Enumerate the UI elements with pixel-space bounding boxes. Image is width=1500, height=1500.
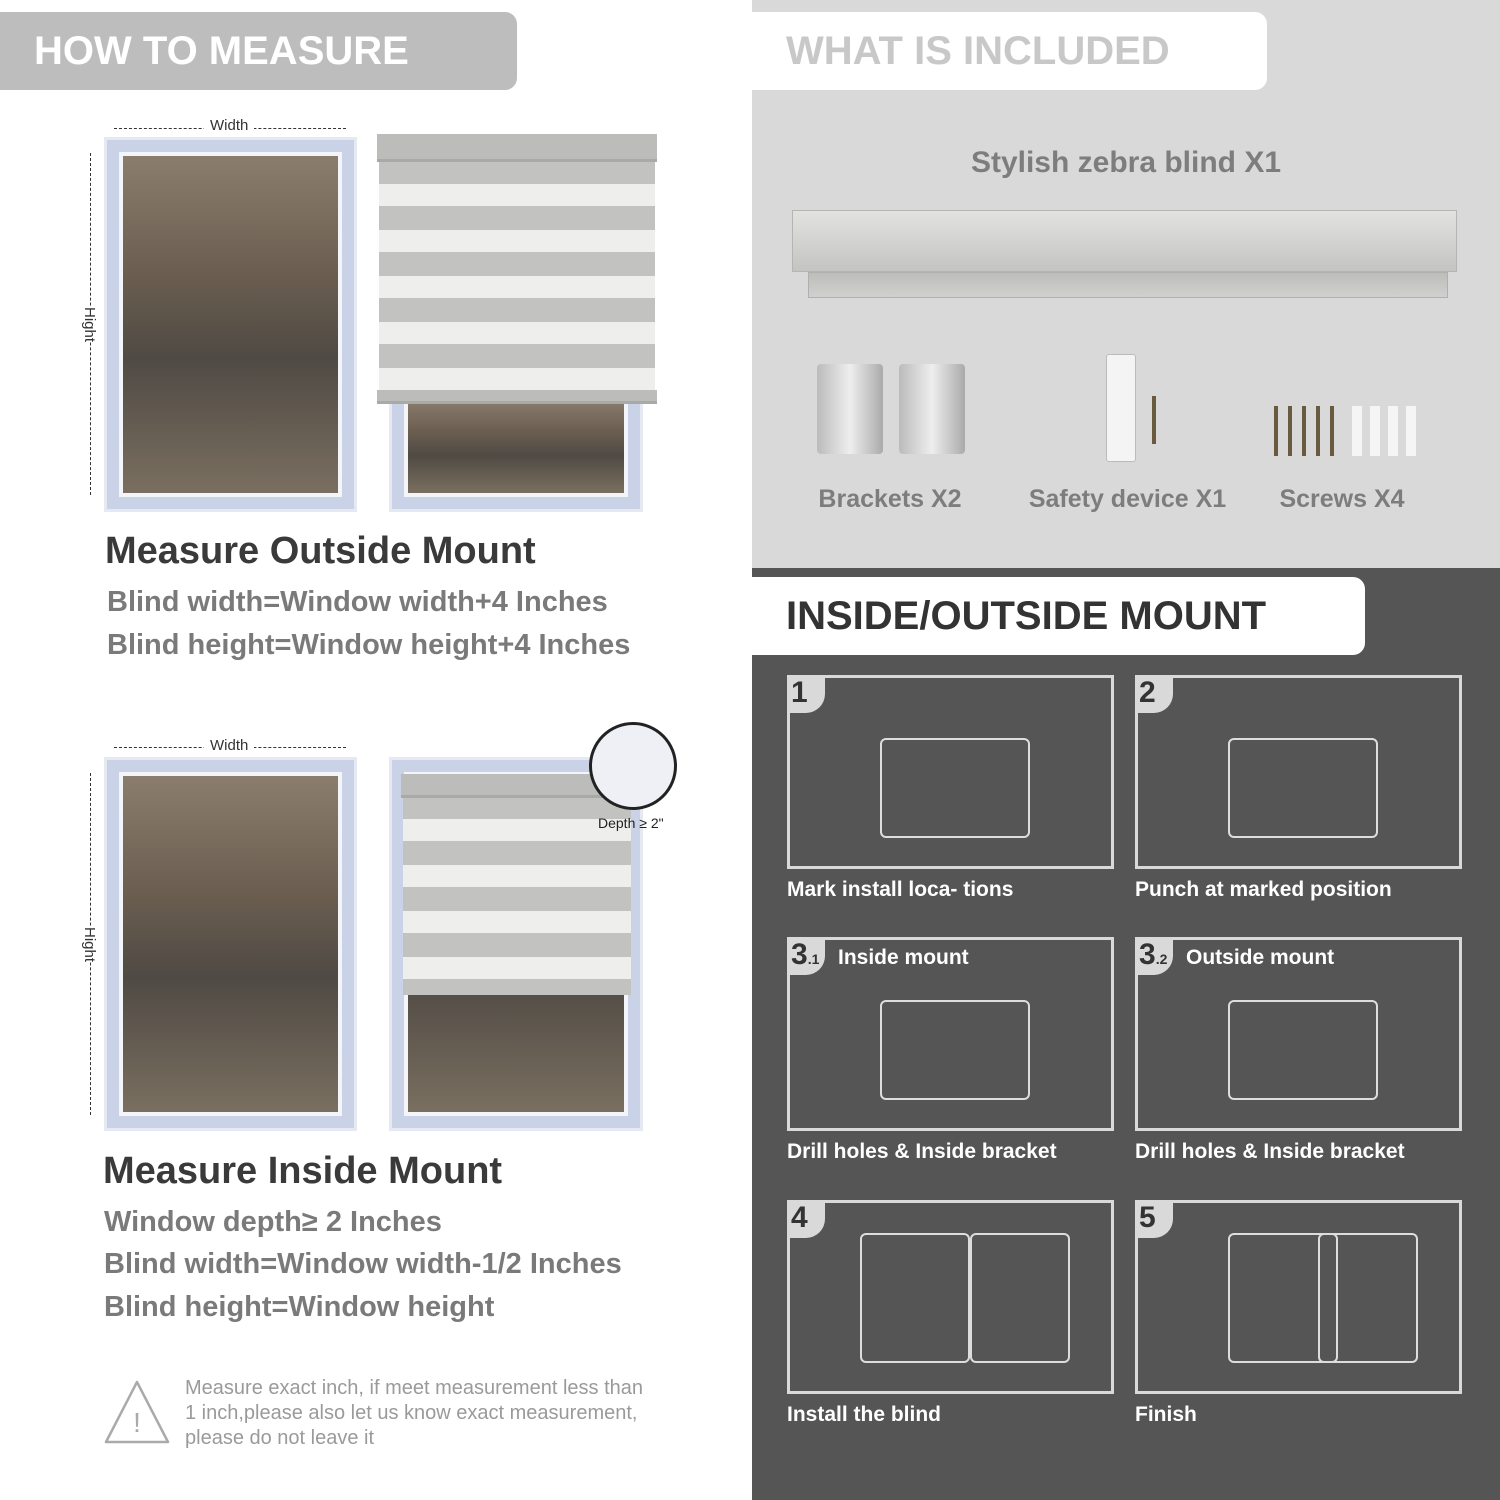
outside-mount-title: Measure Outside Mount bbox=[105, 530, 536, 572]
measurement-note: Measure exact inch, if meet measurement less than 1 inch,please also let us know exact measurement, please do not leave it bbox=[185, 1377, 643, 1449]
step-illustration bbox=[880, 738, 1030, 838]
step-panel-3 bbox=[787, 937, 1114, 1131]
step-number: 3.2 bbox=[1135, 937, 1173, 975]
step-caption: Finish bbox=[1135, 1403, 1197, 1426]
warning-triangle-icon bbox=[103, 1378, 171, 1446]
window-illustration bbox=[104, 137, 357, 512]
step-title: Outside mount bbox=[1186, 946, 1335, 969]
blind-rail-image bbox=[808, 272, 1448, 298]
width-label: Width bbox=[204, 117, 254, 134]
inside-line: Blind width=Window width-1/2 Inches bbox=[104, 1248, 622, 1280]
width-label: Width bbox=[204, 737, 254, 754]
zebra-blind-inside bbox=[403, 795, 631, 995]
step-panel-4 bbox=[1135, 937, 1462, 1131]
step-caption: Punch at marked position bbox=[1135, 878, 1392, 901]
outside-line: Blind width=Window width+4 Inches bbox=[107, 586, 608, 618]
step-caption: Drill holes & Inside bracket bbox=[1135, 1140, 1405, 1163]
wall-plugs-image bbox=[1352, 406, 1422, 456]
step-caption: Mark install loca- tions bbox=[787, 878, 1014, 901]
window-illustration bbox=[104, 757, 357, 1131]
step-number: 4 bbox=[787, 1200, 825, 1238]
step-number: 5 bbox=[1135, 1200, 1173, 1238]
screw-image bbox=[1152, 396, 1156, 444]
height-label: Hight bbox=[81, 306, 99, 343]
zebra-blind-outside bbox=[379, 160, 655, 392]
zebra-blind-item-label: Stylish zebra blind X1 bbox=[970, 146, 1282, 179]
step-illustration bbox=[880, 1000, 1030, 1100]
step-panel-2 bbox=[1135, 675, 1462, 869]
depth-detail-circle bbox=[589, 722, 677, 810]
step-panel-1 bbox=[787, 675, 1114, 869]
blind-bottom-rail bbox=[377, 390, 657, 404]
safety-device-image bbox=[1106, 354, 1136, 462]
how-to-measure-header: HOW TO MEASURE bbox=[0, 12, 517, 90]
step-illustration bbox=[1318, 1233, 1418, 1363]
step-illustration bbox=[1228, 1000, 1378, 1100]
included-item-brackets: Brackets X2 bbox=[818, 485, 962, 513]
blind-cassette-image bbox=[792, 210, 1457, 272]
step-panel-5 bbox=[787, 1200, 1114, 1394]
step-number: 3.1 bbox=[787, 937, 825, 975]
inside-outside-mount-header: INSIDE/OUTSIDE MOUNT bbox=[752, 577, 1365, 655]
step-title: Inside mount bbox=[838, 946, 969, 969]
height-label: Hight bbox=[81, 926, 99, 963]
inside-mount-title: Measure Inside Mount bbox=[103, 1150, 503, 1192]
depth-label: Depth ≥ 2" bbox=[598, 815, 664, 831]
step-caption: Install the blind bbox=[787, 1403, 942, 1426]
step-illustration bbox=[860, 1233, 970, 1363]
bracket-image bbox=[899, 364, 965, 454]
svg-text:!: ! bbox=[133, 1407, 141, 1438]
step-number: 1 bbox=[787, 675, 825, 713]
bracket-image bbox=[817, 364, 883, 454]
what-is-included-header: WHAT IS INCLUDED bbox=[752, 12, 1267, 90]
included-item-screws: Screws X4 bbox=[1279, 485, 1405, 513]
step-illustration bbox=[1228, 738, 1378, 838]
included-item-safety-device: Safety device X1 bbox=[1028, 485, 1227, 513]
step-panel-6 bbox=[1135, 1200, 1462, 1394]
step-number: 2 bbox=[1135, 675, 1173, 713]
step-illustration bbox=[970, 1233, 1070, 1363]
screws-image bbox=[1274, 406, 1338, 456]
outside-line: Blind height=Window height+4 Inches bbox=[107, 629, 631, 661]
inside-line: Window depth≥ 2 Inches bbox=[104, 1206, 442, 1238]
step-caption: Drill holes & Inside bracket bbox=[787, 1140, 1057, 1163]
inside-line: Blind height=Window height bbox=[104, 1291, 495, 1323]
blind-cassette bbox=[377, 134, 657, 162]
